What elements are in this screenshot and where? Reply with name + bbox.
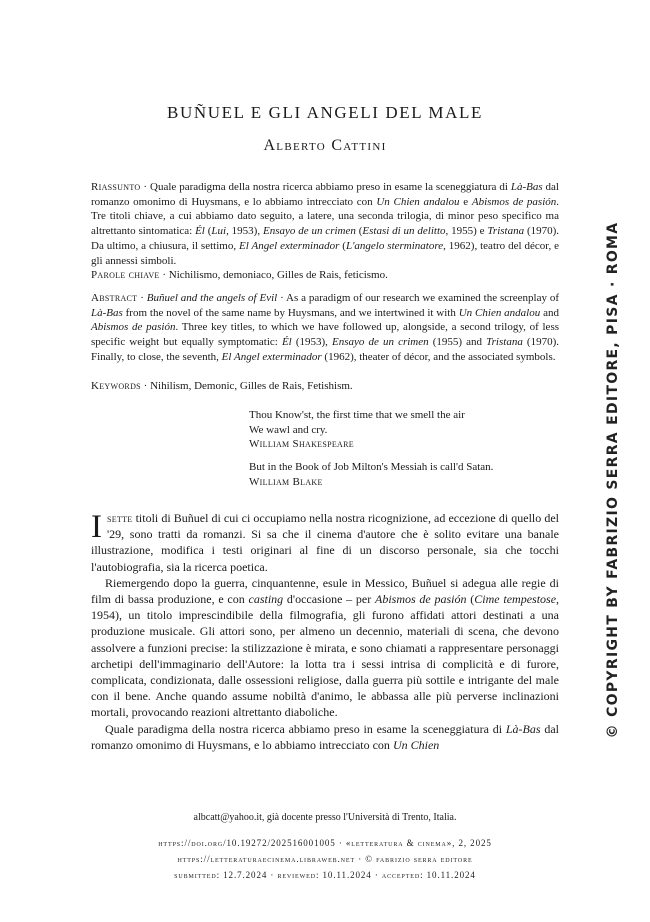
riassunto-text: , 1962), teatro del décor, e gli annessi simboli. (91, 239, 559, 267)
italic-word: casting (248, 592, 284, 607)
body-paragraph (91, 721, 559, 753)
website-line: https://letteraturaecinema.libraweb.net · © fabrizio serra editore (177, 854, 473, 864)
film-title: Tristana (487, 225, 525, 238)
riassunto-paragraph (91, 180, 559, 268)
article-title: BUÑUEL E GLI ANGELI DEL MALE (167, 103, 483, 122)
epigraph-shakespeare (249, 408, 569, 452)
paragraph-text: Quale paradigma della nostra ricerca abbiamo preso in esame la sceneggiatura di (105, 721, 506, 736)
film-title: Estasi di un delitto (362, 225, 446, 238)
film-title: Un Chien andalou (458, 306, 541, 319)
abstract-text: (1962), theater of décor, and the associated symbols. (321, 350, 556, 363)
riassunto-label: Riassunto (91, 181, 141, 193)
film-title: Là-Bas (505, 721, 541, 736)
riassunto-text: Quale paradigma della nostra ricerca abbiamo preso in esame la sceneggiatura di (150, 181, 511, 193)
parole-chiave-text: Nichilismo, demoniaco, Gilles de Rais, feticismo. (168, 269, 388, 281)
film-title: El Angel exterminador (221, 350, 322, 363)
riassunto-text: ( (355, 225, 363, 238)
riassunto-text: (1970). Da ultimo, a chiusura, il settimo, (91, 225, 560, 252)
epigraph-author: William Shakespeare (249, 438, 354, 451)
abstract-text: (1953), (291, 336, 333, 349)
keywords-paragraph (91, 379, 559, 394)
abstract-text: (1955) and (428, 336, 487, 349)
paragraph-text: d'occasione – per (283, 592, 375, 607)
film-title: Abismos de pasión (91, 321, 176, 334)
body-paragraph (91, 510, 559, 575)
body-paragraph (91, 575, 559, 721)
parole-chiave-paragraph (91, 268, 559, 283)
film-title: Cime tempestose (474, 592, 557, 607)
film-title: Ensayo de un crimen (262, 225, 356, 238)
parole-chiave-label: Parole chiave (91, 269, 160, 281)
paragraph-text: Riemergendo dopo la guerra, cinquantenne, esule in Messico, Buñuel si adegua alle regie di film di bassa produzione, e con (91, 575, 559, 607)
film-title: Là-Bas (91, 306, 123, 319)
paragraph-text: dal romanzo omonimo di Huysmans, e lo abbiamo intrecciato con (91, 721, 559, 752)
film-title: Un Chien (392, 737, 440, 752)
film-title: L'angelo sterminatore (345, 239, 444, 252)
separator: · (159, 269, 169, 281)
abstract-text: from the novel of the same name by Huysmans, and we intertwined it with (122, 306, 459, 319)
drop-cap: I (91, 509, 102, 545)
author-footnote: albcatt@yahoo.it, già docente presso l'Università di Trento, Italia. (193, 812, 457, 823)
separator: · (137, 292, 147, 304)
film-title: Abismos de pasión (375, 592, 467, 607)
riassunto-text: ( (339, 239, 346, 252)
film-title: El Angel exterminador (239, 239, 340, 252)
film-title: Abismos de pasión (471, 195, 557, 208)
riassunto-text: dal romanzo omonimo di Huysmans, e lo abbiamo intrecciato con (91, 181, 559, 208)
film-title: Tristana (486, 336, 523, 349)
doi-line: https://doi.org/10.19272/202516001005 · «letteratura & cinema», 2, 2025 (158, 838, 492, 848)
body-text (91, 510, 559, 753)
abstract-text: . Three key titles, to which we have followed up, alongside, a second trilogy, of less specific weight but equally symptomatic: (91, 321, 560, 349)
paragraph-text: titoli di Buñuel di cui ci occupiamo nella nostra ricognizione, ad eccezione di quello del '29, sono tratti da romanzi. Si sa che il cinema d'autore che è solito evitare una banale illustrazione, modifica i testi originari al fine di un discorso personale, sia che tocchi l'autobiografia, sia la ricerca poetica. (91, 511, 559, 574)
copyright-text: © COPYRIGHT BY FABRIZIO SERRA EDITORE, PISA · ROMA (605, 221, 621, 739)
separator: · (277, 292, 286, 304)
small-caps-word: sette (107, 511, 133, 525)
film-title: Ensayo de un crimen (332, 336, 429, 349)
film-title: Lui (211, 225, 227, 238)
keywords-label: Keywords (91, 380, 141, 392)
abstract-title: Buñuel and the angels of Evil (146, 292, 278, 304)
epigraph-line: We wawl and cry. (249, 423, 328, 436)
abstract-label: Abstract (91, 292, 138, 304)
submission-dates: submitted: 12.7.2024 · reviewed: 10.11.2024 · accepted: 10.11.2024 (174, 870, 476, 880)
separator: · (140, 181, 150, 193)
article-author: Alberto Cattini (263, 137, 387, 154)
riassunto-text: e (459, 195, 472, 208)
epigraph-author: William Blake (249, 475, 323, 488)
film-title: Un Chien andalou (376, 195, 460, 208)
epigraph-line: But in the Book of Job Milton's Messiah is call'd Satan. (249, 461, 494, 473)
riassunto-text: , 1953), (226, 225, 263, 238)
epigraph-blake (249, 460, 569, 489)
epigraph-line: Thou Know'st, the first time that we smell the air (249, 409, 465, 421)
paragraph-text: , 1954), un titolo imprescindibile della filmografia, gli furono affidati attori destinati a una produzione musicale. Gli attori sono, per almeno un decennio, materiali di scena, che devono assolvere a funzioni precise: la stilizzazione è mirata, e sono chiamati a rappresentare personaggi archetipi dell'immaginario dell'Autore: la lotta tra i sessi intrisa di complicità e di furore, complicata, condizionata, dalle ossessioni religiose, dalla guerra più sottile e intrigante del male con il bene. Anche quando assume nobiltà d'animo, le abbassa alle più perverse inclinazioni mortali, provocando reazioni altrettanto diaboliche. (91, 592, 560, 720)
riassunto-text: . Tre titoli chiave, a cui abbiamo dato seguito, a latere, una seconda trilogia, di minor peso specifico ma altrettanto sintomatica: (91, 195, 559, 238)
film-title: Él (195, 225, 205, 238)
paragraph-text: ( (466, 592, 475, 607)
abstract-text: As a paradigm of our research we examined the screenplay of (286, 292, 560, 304)
abstract-text: and (540, 306, 559, 319)
riassunto-text: , 1955) e (445, 225, 488, 238)
abstract-paragraph (91, 291, 559, 365)
abstract-text: (1970). Finally, to close, the seventh, (91, 336, 560, 363)
film-title: Él (281, 336, 292, 349)
separator: · (140, 380, 151, 392)
keywords-text: Nihilism, Demonic, Gilles de Rais, Fetishism. (150, 380, 353, 392)
film-title: Là-Bas (510, 181, 543, 193)
riassunto-text: ( (204, 225, 212, 238)
